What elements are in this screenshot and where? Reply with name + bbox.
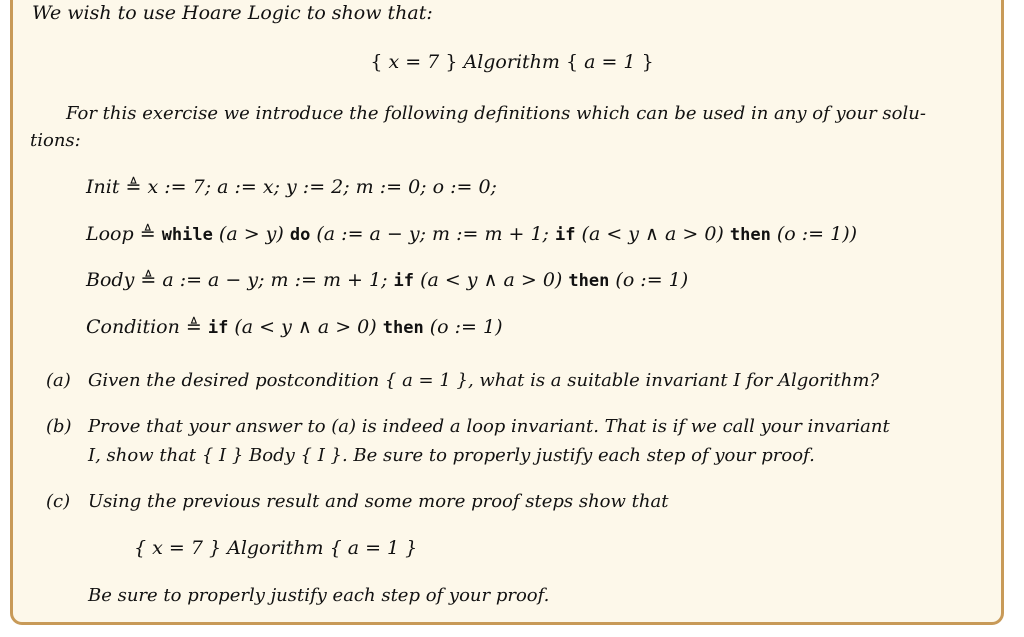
definition-body	[86, 267, 688, 294]
question-b-line-1	[46, 414, 890, 440]
init-name: Init	[86, 176, 120, 198]
question-b-text-2: I, show that { I } Body { I }. Be sure to properly justify each step of your proof.	[88, 445, 815, 466]
main-hoare-triple	[0, 49, 1024, 75]
condition-kw-then: then	[382, 318, 424, 338]
condition-eq: ≜	[185, 316, 202, 338]
loop-kw-while: while	[161, 225, 213, 245]
triple-close-pre: }	[445, 51, 458, 73]
loop-kw-if: if	[555, 225, 576, 245]
body-name: Body	[86, 269, 135, 291]
loop-kw-do: do	[289, 225, 311, 245]
body-kw-if: if	[393, 271, 415, 291]
loop-cond: (a > y)	[218, 223, 284, 245]
question-a	[46, 368, 879, 394]
body-then-body: (o := 1)	[615, 269, 689, 291]
question-a-text: Given the desired postcondition { a = 1 }, what is a suitable invariant I for Algorithm?	[88, 370, 880, 391]
triple-close-post: }	[641, 51, 654, 73]
loop-if-cond: (a < y ∧ a > 0)	[581, 223, 724, 245]
body-eq: ≜	[140, 269, 157, 291]
init-body: x := 7; a := x; y := 2; m := 0; o := 0;	[147, 176, 497, 198]
question-c-triple: { x = 7 } Algorithm { a = 1 }	[134, 537, 418, 559]
body-if-cond: (a < y ∧ a > 0)	[420, 269, 563, 291]
question-b-label: (b)	[46, 416, 72, 437]
intro-text: We wish to use Hoare Logic to show that:	[32, 2, 433, 24]
loop-kw-then: then	[729, 225, 771, 245]
triple-postcondition: a = 1	[584, 51, 636, 73]
loop-name: Loop	[86, 223, 134, 245]
body-stmts: a := a − y; m := m + 1;	[162, 269, 388, 291]
init-eq: ≜	[125, 176, 142, 198]
paragraph-line-2: tions:	[30, 130, 81, 151]
triple-program: Algorithm	[463, 51, 560, 73]
question-c-text: Using the previous result and some more proof steps show that	[88, 491, 669, 512]
condition-then-body: (o := 1)	[429, 316, 503, 338]
condition-kw-if: if	[207, 318, 229, 338]
definition-condition	[86, 314, 503, 341]
definition-init	[86, 174, 497, 200]
triple-precondition: x = 7	[388, 51, 440, 73]
exercise-box	[10, 0, 1004, 625]
body-kw-then: then	[568, 271, 610, 291]
triple-open-pre: {	[370, 51, 383, 73]
triple-open-post: {	[565, 51, 579, 73]
loop-eq: ≜	[139, 223, 156, 245]
condition-name: Condition	[86, 316, 180, 338]
question-b-text-1: Prove that your answer to (a) is indeed a loop invariant. That is if we call your invariant	[88, 416, 890, 437]
question-a-label: (a)	[46, 370, 71, 391]
question-c	[46, 489, 668, 515]
condition-if-cond: (a < y ∧ a > 0)	[234, 316, 377, 338]
loop-then-body: (o := 1))	[776, 223, 858, 245]
question-c-footer: Be sure to properly justify each step of your proof.	[88, 585, 550, 606]
paragraph-line-1: For this exercise we introduce the following definitions which can be used in any of your solu-	[66, 103, 926, 124]
question-c-label: (c)	[46, 491, 71, 512]
loop-body-start: (a := a − y; m := m + 1;	[316, 223, 549, 245]
definition-loop	[86, 221, 857, 248]
